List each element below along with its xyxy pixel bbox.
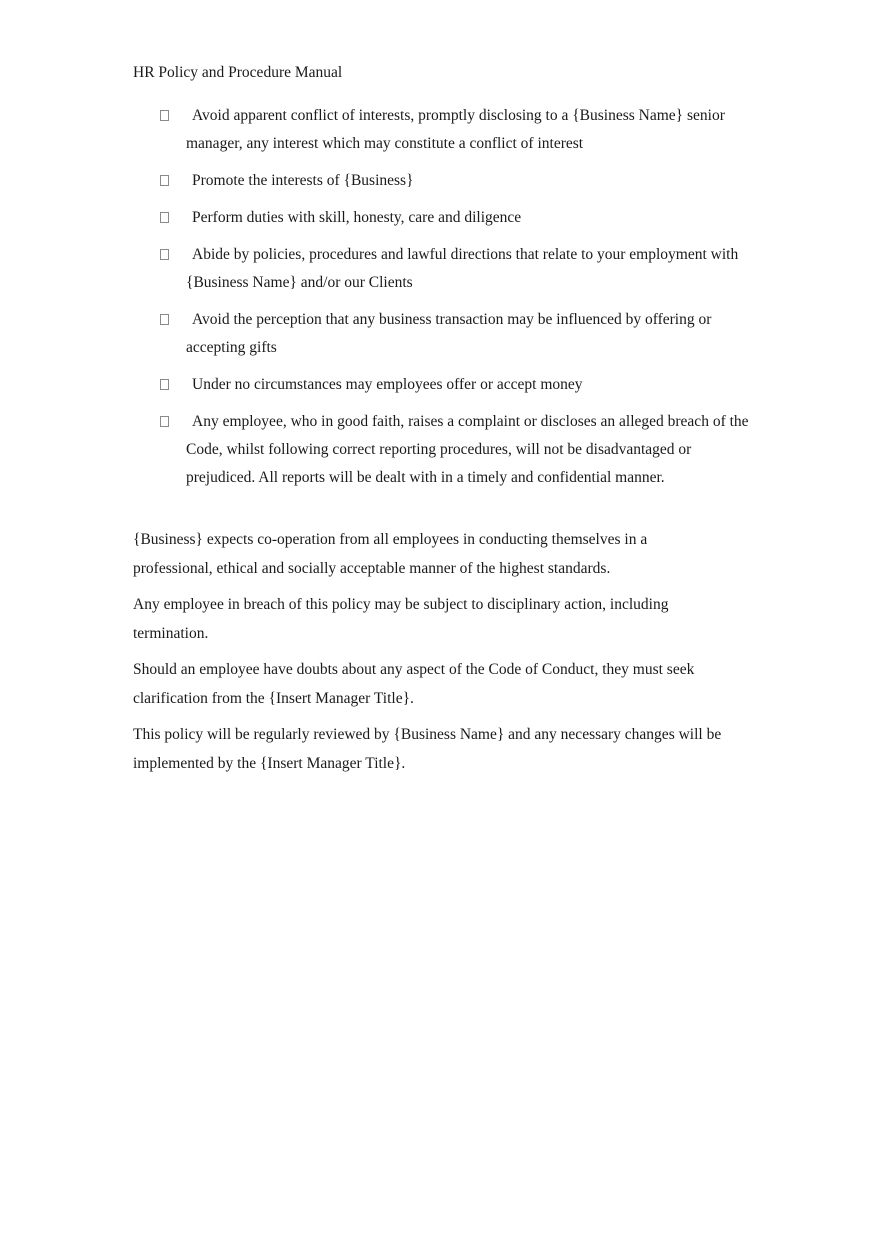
list-item: [160, 306, 760, 362]
bullet-box-icon: [160, 249, 169, 260]
body-paragraphs: [133, 526, 723, 786]
list-item-text: Under no circumstances may employees offer or accept money: [192, 376, 583, 393]
paragraph-clarification: Should an employee have doubts about any aspect of the Code of Conduct, they must seek clarification from the {Insert Manager Title}.: [133, 661, 695, 707]
list-item-text: Perform duties with skill, honesty, care and diligence: [192, 209, 522, 226]
bullet-box-icon: [160, 314, 169, 325]
bullet-box-icon: [160, 379, 169, 390]
page-header: HR Policy and Procedure Manual: [133, 64, 343, 81]
paragraph-cooperation: {Business} expects co-operation from all employees in conducting themselves in a professional, ethical and socially acceptable manner of the highest standards.: [133, 531, 648, 577]
bullet-box-icon: [160, 416, 169, 427]
bullet-box-icon: [160, 110, 169, 121]
list-item-text: Promote the interests of {Business}: [192, 172, 414, 189]
paragraph-breach: Any employee in breach of this policy may be subject to disciplinary action, including termination.: [133, 596, 669, 642]
list-item: [160, 102, 760, 158]
bullet-box-icon: [160, 175, 169, 186]
list-item-text: Abide by policies, procedures and lawful directions that relate to your employment with {Business Name} and/or our Clients: [186, 246, 739, 291]
list-item: [160, 371, 760, 399]
paragraph-review: This policy will be regularly reviewed by {Business Name} and any necessary changes will be implemented by the {Insert Manager Title}.: [133, 726, 722, 772]
bullet-box-icon: [160, 212, 169, 223]
list-item: [160, 167, 760, 195]
list-item: [160, 408, 760, 492]
list-item-text: Any employee, who in good faith, raises a complaint or discloses an alleged breach of the Code, whilst following correct reporting procedures, will not be disadvantaged or prejudiced. All reports will be dealt with in a timely and confidential manner.: [186, 413, 749, 486]
list-item-text: Avoid apparent conflict of interests, promptly disclosing to a {Business Name} senior manager, any interest which may constitute a conflict of interest: [186, 107, 725, 152]
list-item-text: Avoid the perception that any business transaction may be influenced by offering or accepting gifts: [186, 311, 712, 356]
list-item: [160, 204, 760, 232]
list-item: [160, 241, 760, 297]
bullet-list: [160, 102, 760, 501]
